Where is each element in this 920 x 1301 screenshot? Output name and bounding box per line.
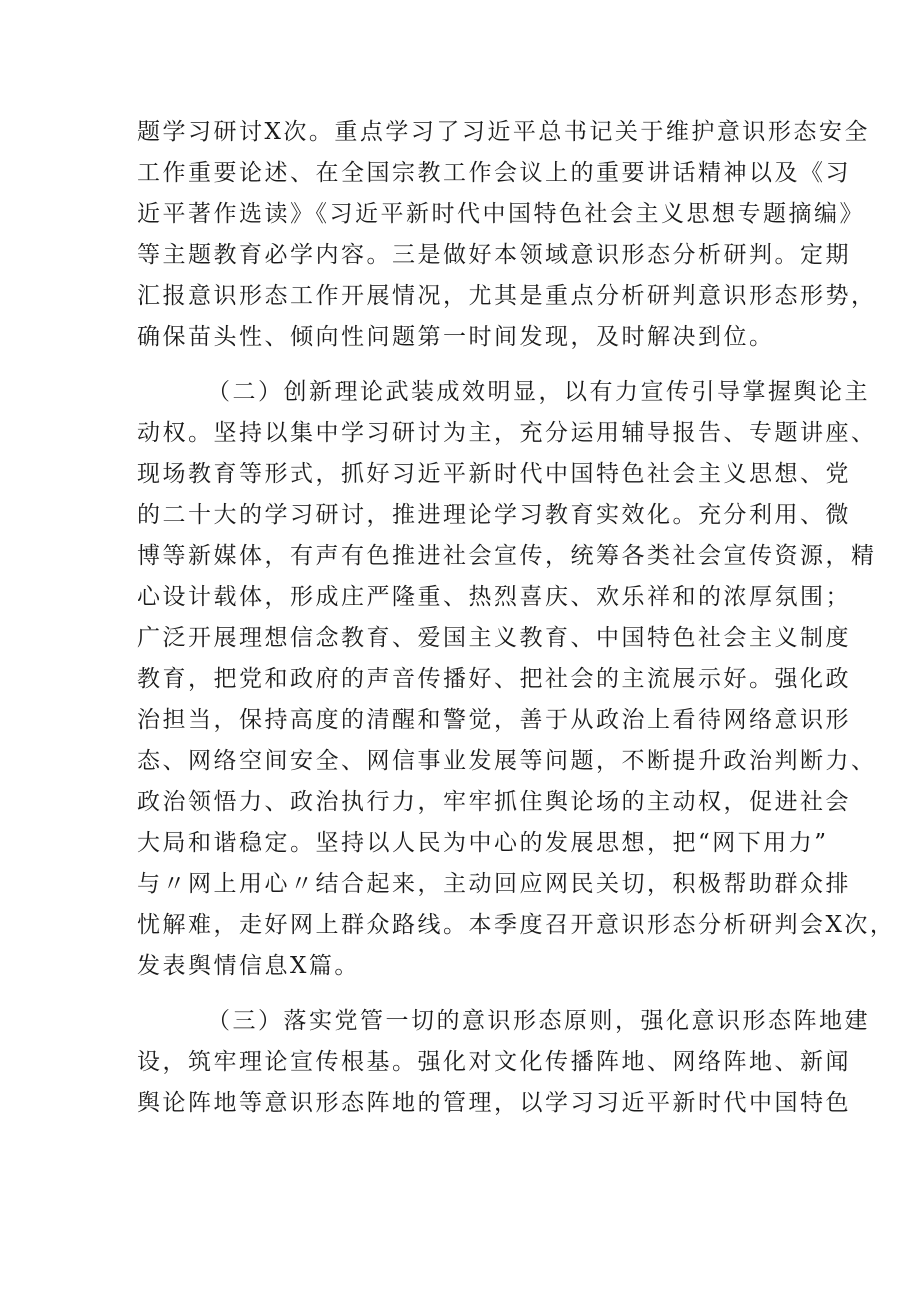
paragraph-line: 政治领悟力、政治执行力，牢牢抓住舆论场的主动权，促进社会 — [137, 789, 851, 815]
paragraph-line: 确保苗头性、倾向性问题第一时间发现，及时解决到位。 — [137, 324, 775, 350]
paragraph-line: 的二十大的学习研讨，推进理论学习教育实效化。充分利用、微 — [137, 502, 851, 528]
paragraph-line: 汇报意识形态工作开展情况，尤其是重点分析研判意识形态形势， — [137, 283, 877, 309]
paragraph-line: 广泛开展理想信念教育、爱国主义教育、中国特色社会主义制度 — [137, 625, 851, 651]
paragraph-line: 治担当，保持高度的清醒和警觉，善于从政治上看待网络意识形 — [137, 707, 851, 733]
paragraph-line: 忧解难，走好网上群众路线。本季度召开意识形态分析研判会X次， — [137, 912, 896, 938]
paragraph-line: 近平著作选读》《习近平新时代中国特色社会主义思想专题摘编》 — [137, 201, 865, 227]
paragraph-spacer — [137, 987, 797, 1001]
paragraph-line: 博等新媒体，有声有色推进社会宣传，统筹各类社会宣传资源，精 — [137, 543, 877, 569]
paragraph-line: 舆论阵地等意识形态阵地的管理，以学习习近平新时代中国特色 — [137, 1090, 851, 1116]
paragraph-line: 发表舆情信息X篇。 — [137, 953, 360, 979]
paragraph-line: 工作重要论述、在全国宗教工作会议上的重要讲话精神以及《习 — [137, 160, 851, 186]
paragraph-line: 题学习研讨X次。重点学习了习近平总书记关于维护意识形态安全 — [137, 119, 870, 145]
paragraph-line: 心设计载体，形成庄严隆重、热烈喜庆、欢乐祥和的浓厚氛围； — [137, 584, 851, 610]
paragraph-line: 大局和谐稳定。坚持以人民为中心的发展思想，把“网下用力” — [137, 830, 829, 856]
paragraph-line: 现场教育等形式，抓好习近平新时代中国特色社会主义思想、党 — [137, 461, 851, 487]
paragraph-line: 教育，把党和政府的声音传播好、把社会的主流展示好。强化政 — [137, 666, 851, 692]
paragraph-line: 设，筑牢理论宣传根基。强化对文化传播阵地、网络阵地、新闻 — [137, 1049, 851, 1075]
document-body — [137, 112, 896, 1124]
paragraph-1 — [137, 112, 877, 358]
paragraph-2 — [137, 372, 896, 987]
paragraph-line: 动权。坚持以集中学习研讨为主，充分运用辅导报告、专题讲座、 — [137, 420, 877, 446]
paragraph-line: （二）创新理论武装成效明显，以有力宣传引导掌握舆论主 — [207, 379, 870, 405]
paragraph-line: 态、网络空间安全、网信事业发展等问题，不断提升政治判断力、 — [137, 748, 877, 774]
paragraph-3 — [137, 1001, 870, 1124]
paragraph-line: 与〃网上用心〃结合起来，主动回应网民关切，积极帮助群众排 — [137, 871, 851, 897]
paragraph-line: （三）落实党管一切的意识形态原则，强化意识形态阵地建 — [207, 1008, 870, 1034]
paragraph-spacer — [137, 358, 797, 372]
paragraph-line: 等主题教育必学内容。三是做好本领域意识形态分析研判。定期 — [137, 242, 851, 268]
